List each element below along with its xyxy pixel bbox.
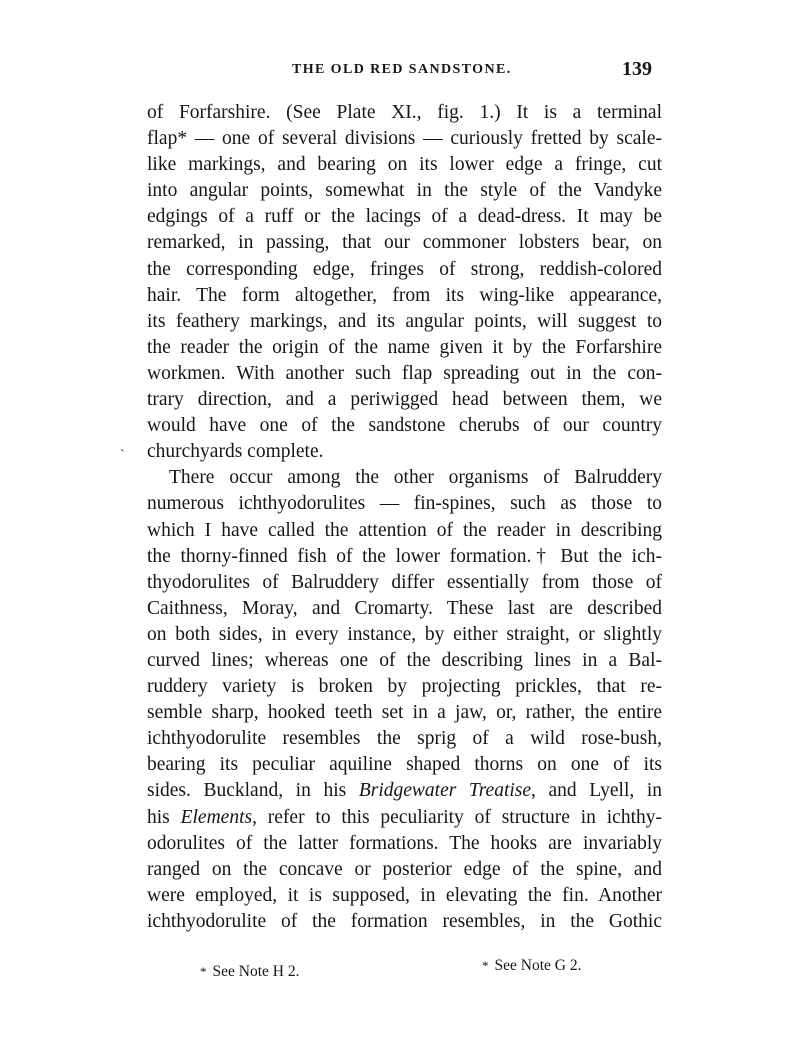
text-segment: sides. Buckland, in his xyxy=(147,780,359,802)
text-line: like markings, and bearing on its lower edge a fringe, cut xyxy=(147,154,662,176)
text-line: which I have called the attention of the reader in describing xyxy=(147,519,662,541)
text-line: would have one of the sandstone cherubs of our country xyxy=(147,415,662,437)
text-line: flap* — one of several divisions — curiously fretted by scale- xyxy=(147,128,662,150)
text-line: bearing its peculiar aquiline shaped thorns on one of its xyxy=(147,754,662,776)
text-line: ruddery variety is broken by projecting prickles, that re- xyxy=(147,676,662,698)
footnote-left xyxy=(200,963,299,981)
text-line: ichthyodorulite resembles the sprig of a wild rose-bush, xyxy=(147,728,662,750)
body-text xyxy=(147,100,662,935)
text-line: the thorny-finned fish of the lower formation.† But the ich- xyxy=(147,545,662,567)
footnote-mark: * xyxy=(482,958,489,973)
footnote-mark: * xyxy=(200,964,207,979)
text-line: ranged on the concave or posterior edge of the spine, and xyxy=(147,858,662,880)
footnotes xyxy=(200,957,620,987)
italic-title: Elements xyxy=(180,806,253,828)
text-segment: , refer to this peculiarity of structure in ichthy- xyxy=(252,806,662,828)
footnote-text: See Note H 2. xyxy=(212,963,300,980)
page-number: 139 xyxy=(622,58,652,80)
text-line: numerous ichthyodorulites — fin-spines, such as those to xyxy=(147,493,662,515)
text-line: were employed, it is supposed, in elevating the fin. Another xyxy=(147,884,662,906)
text-line: churchyards complete. xyxy=(147,441,324,463)
italic-title: Bridgewater Treatise xyxy=(358,780,532,802)
text-line: trary direction, and a periwigged head between them, we xyxy=(147,389,662,411)
text-line: ichthyodorulite of the formation resembles, in the Gothic xyxy=(147,910,662,932)
text-line: odorulites of the latter formations. The hooks are invariably xyxy=(147,832,662,854)
text-line-with-italic xyxy=(147,778,662,804)
text-line: on both sides, in every instance, by either straight, or slightly xyxy=(147,623,662,645)
text-line: curved lines; whereas one of the describing lines in a Bal- xyxy=(147,649,662,671)
running-title: THE OLD RED SANDSTONE. xyxy=(292,62,512,77)
text-line: remarked, in passing, that our commoner lobsters bear, on xyxy=(147,232,662,254)
text-line: the reader the origin of the name given it by the Forfarshire xyxy=(147,336,662,358)
text-segment: , and Lyell, in xyxy=(531,780,663,802)
text-line: workmen. With another such flap spreading out in the con- xyxy=(147,362,662,384)
text-line: edgings of a ruff or the lacings of a dead-dress. It may be xyxy=(147,206,662,228)
margin-mark: ` xyxy=(120,448,125,463)
text-line: hair. The form altogether, from its wing-like appearance, xyxy=(147,284,662,306)
text-line: of Forfarshire. (See Plate XI., fig. 1.) It is a terminal xyxy=(147,102,662,123)
text-segment: his xyxy=(147,806,181,828)
text-line: into angular points, somewhat in the style of the Vandyke xyxy=(147,180,662,202)
text-line: the corresponding edge, fringes of strong, reddish-colored xyxy=(147,258,662,280)
text-line-with-italic xyxy=(147,805,662,831)
text-line: There occur among the other organisms of Balruddery xyxy=(169,467,662,489)
text-line: Caithness, Moray, and Cromarty. These last are described xyxy=(147,597,662,619)
footnote-right xyxy=(482,957,581,975)
text-line: its feathery markings, and its angular points, will suggest to xyxy=(147,310,662,332)
footnote-text: See Note G 2. xyxy=(494,957,582,974)
text-line: semble sharp, hooked teeth set in a jaw, or, rather, the entire xyxy=(147,702,662,724)
text-line: thyodorulites of Balruddery differ essentially from those of xyxy=(147,571,662,593)
